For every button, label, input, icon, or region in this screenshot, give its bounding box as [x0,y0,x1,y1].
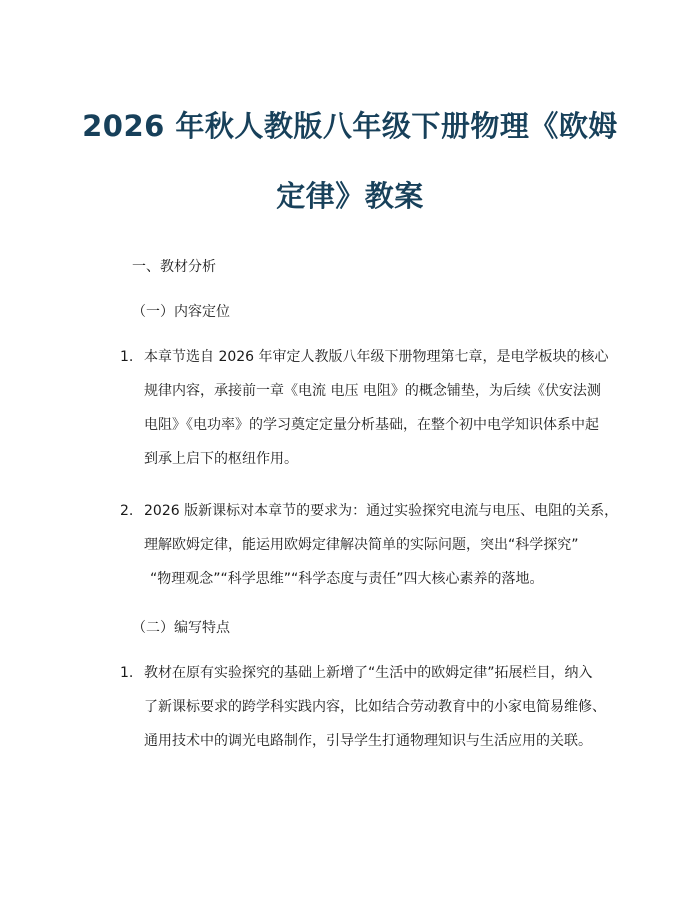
subsection-heading-writing-features: （二）编写特点 [132,620,230,636]
list-item-line: 2026 版新课标对本章节的要求为：通过实验探究电流与电压、电阻的关系， [144,503,619,519]
document-title-line-2: 定律》教案 [276,179,424,213]
section-heading-textbook-analysis: 一、教材分析 [132,259,216,275]
list-item-line: “物理观念”“科学思维”“科学态度与责任”四大核心素养的落地。 [150,571,544,587]
list-item-line: 教材在原有实验探究的基础上新增了“生活中的欧姆定律”拓展栏目，纳入 [144,665,593,681]
list-item-line: 到承上启下的枢纽作用。 [144,451,298,467]
document-title-line-1: 2026 年秋人教版八年级下册物理《欧姆 [82,109,618,143]
list-item-line: 了新课标要求的跨学科实践内容，比如结合劳动教育中的小家电简易维修、 [144,699,606,715]
list-item-line: 规律内容，承接前一章《电流 电压 电阻》的概念铺垫，为后续《伏安法测 [144,383,601,399]
list-item-line: 电阻》《电功率》的学习奠定定量分析基础，在整个初中电学知识体系中起 [144,417,599,433]
list-item-line: 理解欧姆定律，能运用欧姆定律解决简单的实际问题，突出“科学探究” [144,537,579,553]
list-item-number: 1. [120,665,134,681]
list-item-line: 本章节选自 2026 年审定人教版八年级下册物理第七章，是电学板块的核心 [144,349,609,365]
list-item-number: 2. [120,503,134,519]
list-item-number: 1. [120,349,134,365]
list-item-line: 通用技术中的调光电路制作，引导学生打通物理知识与生活应用的关联。 [144,733,592,749]
subsection-heading-content-positioning: （一）内容定位 [132,304,230,320]
